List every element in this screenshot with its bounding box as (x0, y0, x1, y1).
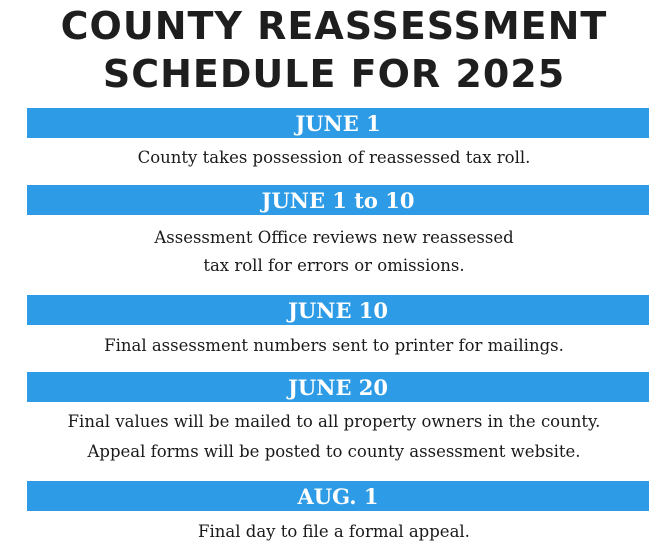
page-title-line-1: COUNTY REASSESSMENT (60, 4, 608, 48)
date-label: JUNE 1 to 10 (261, 187, 415, 213)
schedule-description: Appeal forms will be posted to county assessment website. (87, 442, 581, 461)
schedule-description: County takes possession of reassessed tax roll. (137, 148, 531, 167)
page-title-line-2: SCHEDULE FOR 2025 (102, 52, 566, 96)
schedule-description: Final values will be mailed to all property owners in the county. (67, 412, 601, 431)
schedule-description: Assessment Office reviews new reassessed (154, 228, 514, 247)
schedule-description: tax roll for errors or omissions. (203, 256, 465, 275)
date-bar-aug-1 (27, 481, 649, 511)
date-label: JUNE 10 (288, 297, 388, 323)
date-bar-june-10 (27, 295, 649, 325)
schedule-description: Final day to file a formal appeal. (198, 522, 470, 541)
date-bar-june-1-to-10 (27, 185, 649, 215)
date-bar-june-20 (27, 372, 649, 402)
date-bar-june-1 (27, 108, 649, 138)
schedule-description: Final assessment numbers sent to printer for mailings. (104, 336, 564, 355)
date-label: JUNE 20 (288, 374, 388, 400)
date-label: AUG. 1 (297, 483, 379, 509)
date-label: JUNE 1 (295, 110, 381, 136)
